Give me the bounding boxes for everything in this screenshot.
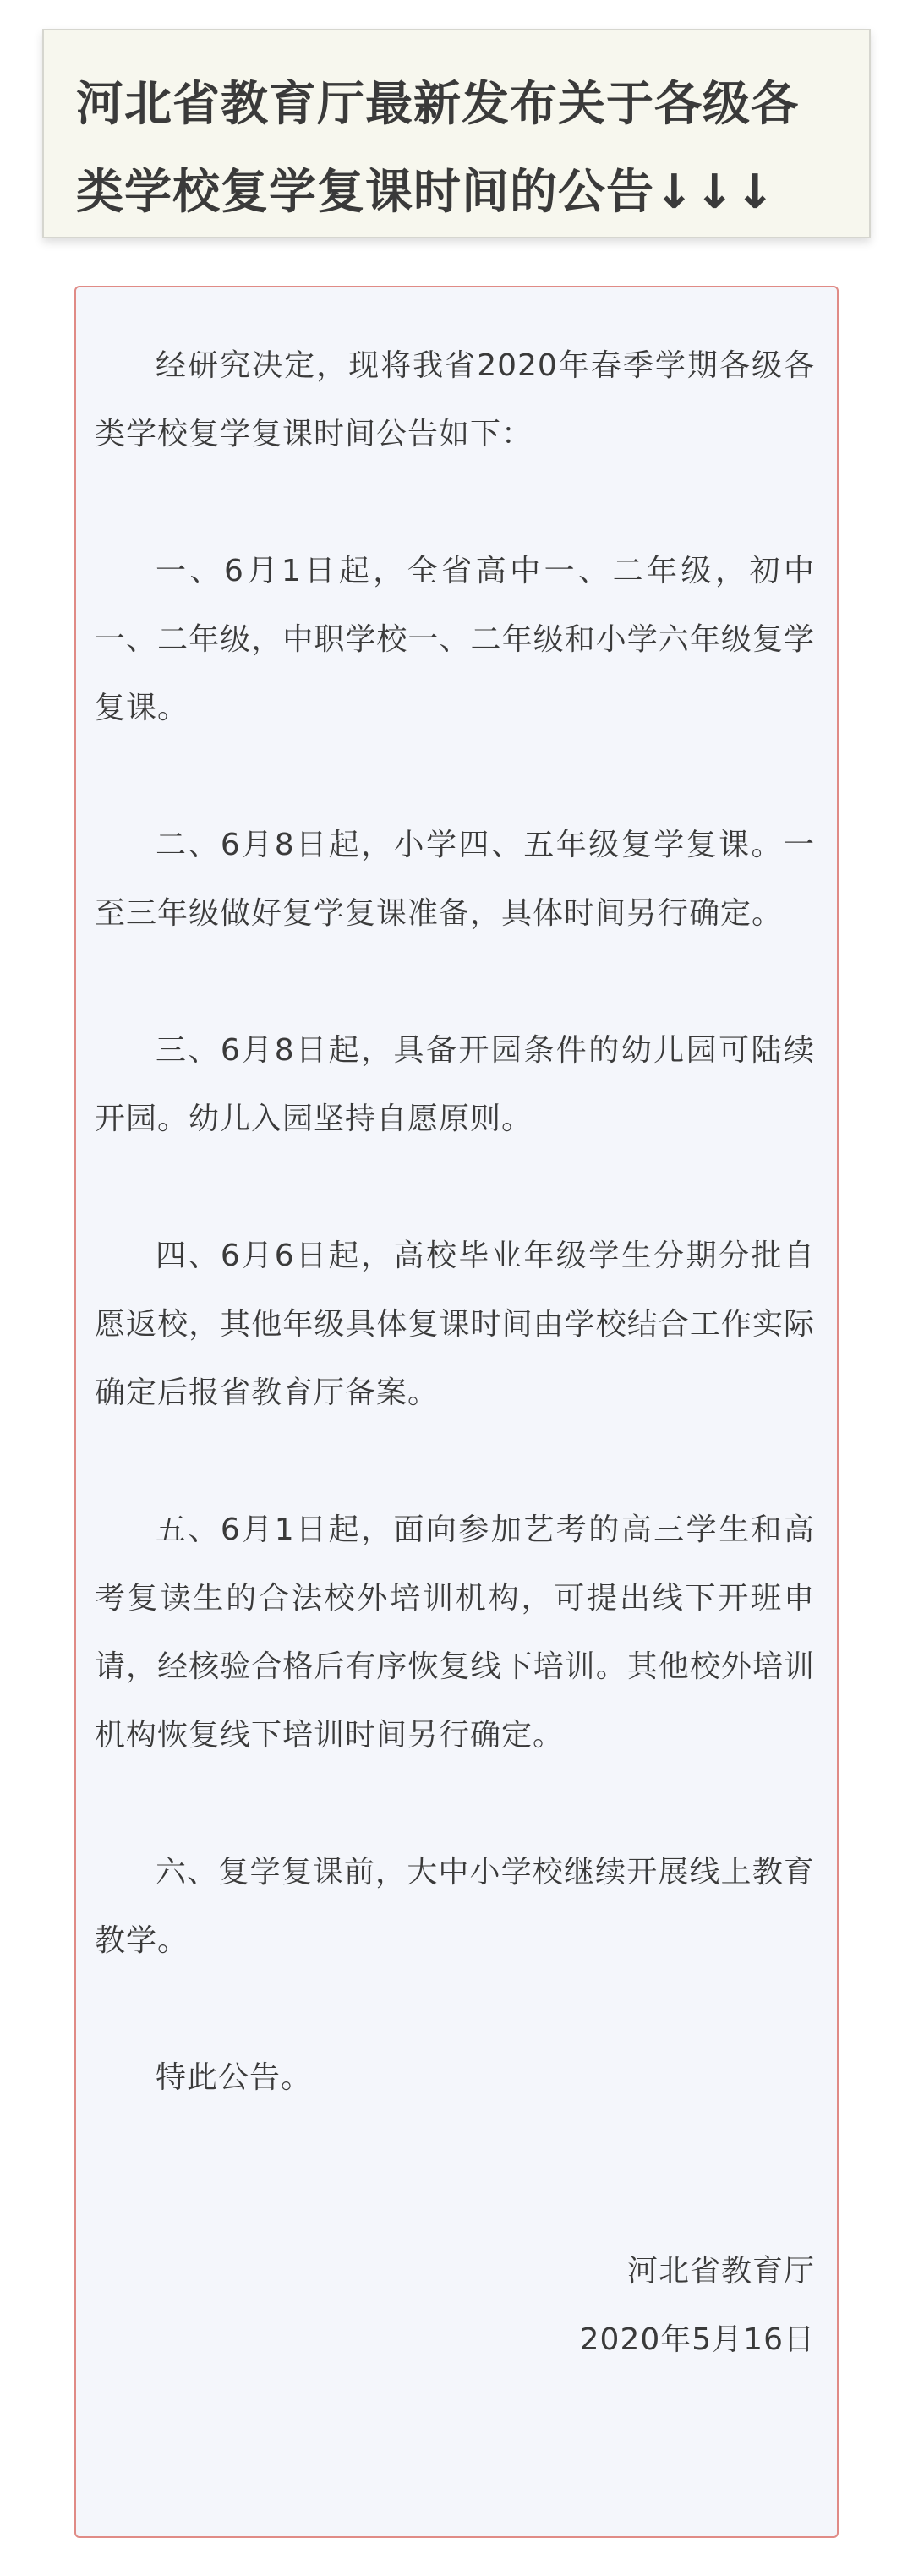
notice-box xyxy=(74,286,839,2538)
notice-closing: 特此公告。 xyxy=(156,2060,313,2095)
title-banner xyxy=(42,29,871,238)
notice-item-2: 二、6月8日起，小学四、五年级复学复课。一至三年级做好复学复课准备，具体时间另行确定。 xyxy=(95,828,815,931)
notice-intro: 经研究决定，现将我省2020年春季学期各级各类学校复学复课时间公告如下： xyxy=(95,348,815,451)
notice-item-4: 四、6月6日起，高校毕业年级学生分期分批自愿返校，其他年级具体复课时间由学校结合工作实际确定后报省教育厅备案。 xyxy=(95,1239,815,1410)
notice-date: 2020年5月16日 xyxy=(579,2322,815,2357)
notice-item-6: 六、复学复课前，大中小学校继续开展线上教育教学。 xyxy=(95,1855,815,1958)
notice-issuer: 河北省教育厅 xyxy=(626,2254,815,2289)
notice-item-1: 一、6月1日起，全省高中一、二年级，初中一、二年级，中职学校一、二年级和小学六年级复学复课。 xyxy=(95,554,815,725)
notice-item-5: 五、6月1日起，面向参加艺考的高三学生和高考复读生的合法校外培训机构，可提出线下开班申请，经核验合格后有序恢复线下培训。其他校外培训机构恢复线下培训时间另行确定。 xyxy=(95,1512,815,1753)
page-title: 河北省教育厅最新发布关于各级各类学校复学复课时间的公告↓↓↓ xyxy=(76,77,799,220)
notice-item-3: 三、6月8日起，具备开园条件的幼儿园可陆续开园。幼儿入园坚持自愿原则。 xyxy=(95,1033,815,1136)
